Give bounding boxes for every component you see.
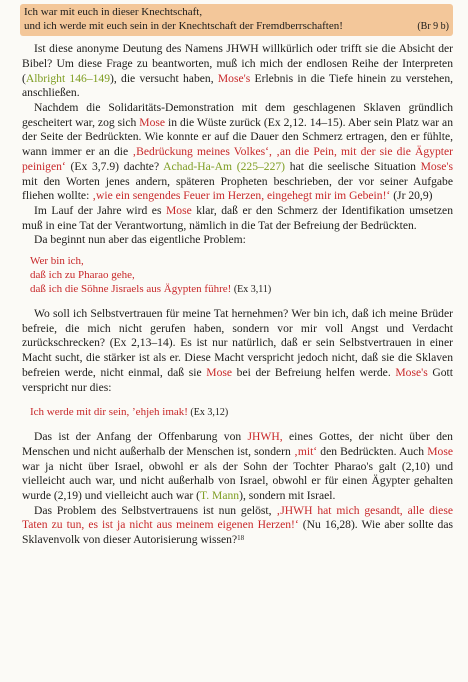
text: Gott verspricht nur dies:: [22, 365, 453, 394]
text: Im Lauf der Jahre wird es: [34, 203, 166, 217]
book-page: [22, 0, 453, 548]
quote-line: Wer bin ich,: [30, 255, 84, 268]
quote-reference: (Ex 3,11): [231, 284, 272, 296]
citation-achad-ha-am: Achad-Ha-Am (225–227): [163, 159, 286, 173]
paragraph-6: [22, 430, 453, 504]
name-mose: Mose's: [217, 71, 251, 85]
quote-reference: (Ex 3,12): [187, 407, 229, 419]
footnote-marker: 18: [237, 534, 245, 543]
quote-feuer: ‚wie ein sengendes Feuer im Herzen, eingehegt mir im Gebein!‘: [92, 189, 391, 203]
text: klar, daß er den Schmerz der Identifikation umsetzen muß in eine Tat der Verantwortung, nämlich in die Tat der Befreiung der Bedrückten.: [22, 203, 453, 232]
paragraph-1: [22, 42, 453, 101]
paragraph-3: [22, 204, 453, 233]
text: Das ist der Anfang der Offenbarung von: [34, 430, 248, 444]
text: Erlebnis in die Tiefe hinein zu verstehen, anschließen.: [22, 71, 454, 100]
text: Nachdem die Solidaritäts-Demonstration mit dem geschlagenen Sklaven gründlich gescheitert war, zog sich: [22, 101, 453, 129]
quote-reference: (Br 9 b): [417, 20, 449, 32]
text: war ja nicht über Israel, obwohl er als der Sohn der Tochter Pharao's galt (2,10) und vielleicht auch war, und nicht außerhalb von Israel, obwohl er für einen Ägypter gehalten wurde (2,19) und vielleicht auch war (: [22, 459, 453, 503]
paragraph-7: [22, 504, 453, 548]
name-mose: Mose's: [420, 159, 453, 173]
highlighted-quote-box: [20, 4, 453, 36]
paragraph-5: [22, 307, 453, 395]
quote-line: Ich werde mit dir sein, ’ehjeh imak!: [30, 406, 188, 419]
name-mose: Mose: [206, 365, 233, 379]
quote-line-1: Ich war mit euch in dieser Knechtschaft,: [24, 6, 203, 18]
name-mose: Mose: [139, 115, 166, 129]
text: mit den Worten jenes andern, späteren Propheten beschrieben, der vor seiner Aufgabe fliehen wollte:: [22, 174, 453, 203]
text: (Ex 3,7.9) dachte?: [65, 159, 164, 173]
text: ), die versucht haben,: [110, 71, 218, 85]
text: (Jr 20,9): [390, 189, 433, 203]
word-mit: ‚mit‘: [293, 444, 318, 458]
text: Wo soll ich Selbstvertrauen für meine Tat hernehmen? Wer bin ich, daß ich meine Brüder befreie, die mich nicht gerufen haben, sondern vor mir voll Angst und Verdacht zurückschrecken? (Ex 2,13–14). Es ist nur natürlich, daß er sein Selbstvertrauen in einer Macht sucht, die stärker ist als er. Diese Macht verspricht jedoch nicht, daß sie die Sklaven befreien werde, nicht einmal, daß sie: [22, 307, 453, 379]
paragraph-2: [22, 101, 453, 204]
citation-mann: T. Mann: [200, 489, 240, 503]
citation-albright: Albright 146–149: [25, 71, 111, 85]
text: Ist diese anonyme Deutung des Namens JHWH willkürlich oder trifft sie die Absicht der Bibel? Um diese Frage zu beantworten, muß ich mich der endlosen Reihe der Interpreten (: [22, 42, 453, 85]
paragraph-4: Da beginnt nun aber das eigentliche Problem:: [34, 233, 246, 247]
name-mose: Mose: [427, 444, 453, 458]
text: (Nu 16,28). Wie aber sollte das Sklavenvolk von dieser Autorisierung wissen?: [22, 518, 453, 547]
quote-bedrueckung: ‚Bedrückung meines Volkes‘, ‚an die Pein, mit der sie die Ägypter peinigen‘: [22, 145, 453, 173]
quote-line-2: und ich werde mit euch sein in der Knechtschaft der Fremdberrschaften!: [24, 19, 343, 32]
name-mose: Mose's: [395, 365, 428, 379]
text: hat die seelische Situation: [285, 159, 421, 173]
text: Das Problem des Selbstvertrauens ist nun gelöst,: [34, 503, 277, 517]
name-jhwh: JHWH,: [247, 430, 283, 444]
quote-line: daß ich zu Pharao gehe,: [30, 269, 135, 282]
text: ), sondern mit Israel.: [239, 489, 336, 503]
quote-line: daß ich die Söhne Jisraels aus Ägypten führe!: [30, 283, 232, 296]
text: den Bedrückten. Auch: [317, 444, 428, 458]
quote-ehjeh-imak: [22, 405, 453, 420]
quote-jhwh-gesandt: ‚JHWH hat mich gesandt, alle diese Taten zu tun, es ist ja nicht aus meinem eigenen Herzen!‘: [22, 503, 453, 532]
text: in die Wüste zurück (Ex 2,12. 14–15). Aber sein Platz war an der Seite der Bedrückten. Wie konnte er auf die Dauer den Schmerz ertragen, den er fühlte, wann immer er an die: [22, 115, 453, 159]
name-mose: Mose: [165, 203, 192, 217]
quote-wer-bin-ich: [22, 254, 453, 297]
text: eines Gottes, der nicht über den Menschen und nicht außerhalb der Menschen ist, sondern: [22, 430, 453, 458]
text: bei der Befreiung helfen werde.: [232, 365, 396, 379]
